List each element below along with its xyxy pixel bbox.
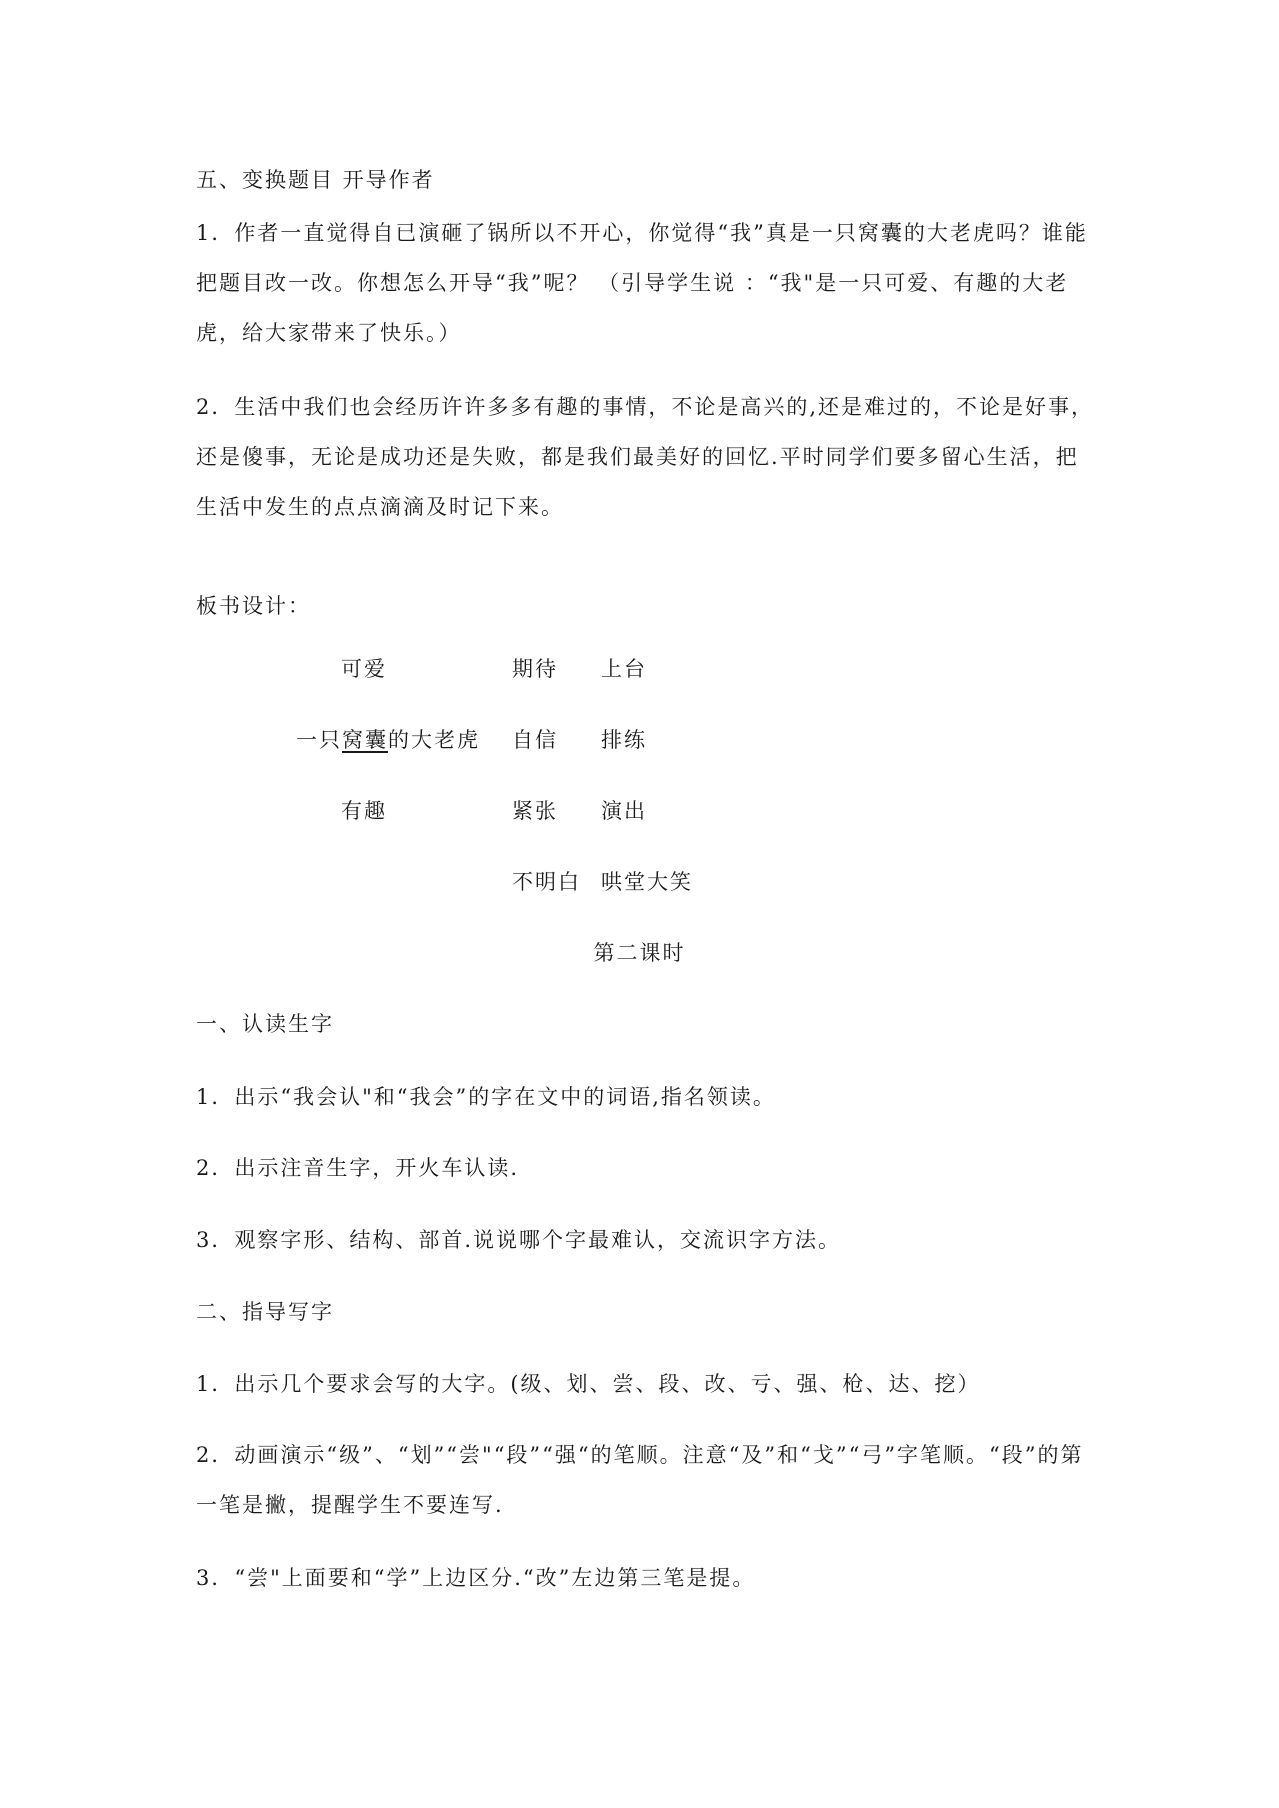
board-left-middle (296, 726, 480, 754)
lesson-2-title: 第二课时 (593, 941, 686, 965)
board-design-label: 板书设计： (196, 594, 311, 618)
board-left-middle-suffix: 的大老虎 (388, 728, 480, 752)
paragraph-2: 2．生活中我们也会经历许许多多有趣的事情，不论是高兴的,还是难过的，不论是好事，还是傻事，无论是成功还是失败，都是我们最美好的回忆.平时同学们要多留心生活，把生活中发生的点点滴滴及时记下来。 (196, 395, 1095, 519)
paragraph-1: 1．作者一直觉得自已演砸了锅所以不开心，你觉得“我”真是一只窝囊的大老虎吗？谁能把题目改一改。你想怎么开导“我”呢？ （引导学生说 ：“我"是一只可爱、有趣的大老虎，给大家带来了快乐。） (196, 221, 1088, 345)
board-col3-item: 哄堂大笑 (601, 870, 693, 894)
board-col2-item: 不明白 (512, 870, 581, 894)
board-col2-item: 期待 (512, 657, 558, 681)
section-heading-2: 二、指导写字 (196, 1300, 334, 1324)
board-left-bottom: 有趣 (341, 799, 387, 823)
list-item: 1．出示几个要求会写的大字。(级、划、尝、段、改、亏、强、枪、达、挖） (196, 1372, 981, 1396)
section-heading-5: 五、变换题目 开导作者 (196, 168, 435, 192)
list-item: 2．动画演示“级”、“划”“尝"“段”“强“的笔顺。注意“及”和“戈”“弓”字笔顺。“段”的第一笔是撇，提醒学生不要连写. (196, 1443, 1084, 1517)
board-col2-item: 自信 (512, 728, 558, 752)
section-heading-1: 一、认读生字 (196, 1012, 334, 1036)
board-col3-item: 上台 (601, 657, 647, 681)
board-col3-item: 演出 (601, 799, 647, 823)
list-item: 2．出示注音生字，开火车认读. (196, 1156, 520, 1180)
list-item: 3．“尝"上面要和“学”上边区分.“改”左边第三笔是提。 (196, 1566, 756, 1590)
board-col2-item: 紧张 (512, 799, 558, 823)
list-item: 1．出示“我会认"和“我会”的字在文中的词语,指名领读。 (196, 1085, 776, 1109)
list-item: 3．观察字形、结构、部首.说说哪个字最难认，交流识字方法。 (196, 1228, 842, 1252)
board-col3-item: 排练 (601, 728, 647, 752)
board-left-middle-underlined: 窝囊 (342, 728, 388, 752)
board-left-middle-prefix: 一只 (296, 728, 342, 752)
board-left-top: 可爱 (341, 657, 387, 681)
